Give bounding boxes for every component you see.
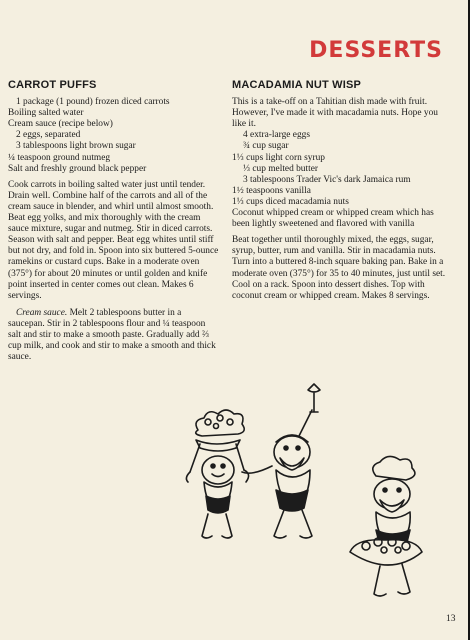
recipe-title: CARROT PUFFS [8, 79, 97, 91]
sub-recipe-label: Cream sauce. [16, 307, 68, 318]
center-cartoon-figure [242, 384, 320, 538]
ingredient-line: ¼ teaspoon ground nutmeg [8, 152, 111, 163]
sub-recipe [8, 308, 220, 363]
recipe-method: Cook carrots in boiling salted water just until tender. Drain well. Combine half of the carrots and all of the cream sauce in blender, and whirl until almost smooth. Beat egg yolks, and mix thoroughly with the cream sauce mixture, sugar and nutmeg. Stir in diced carrots. Season with salt and pepper. Beat egg whites until stiff but not dry, and fold in. Spoon into six buttered 5-ounce ramekins or custard cups. Bake in a moderate oven (375°) for about 20 minutes or until golden and knife point inserted in center comes out clean. Makes 6 servings. [8, 179, 219, 301]
sub-recipe-text: Melt 2 tablespoons butter in a saucepan. Stir in 2 tablespoons flour and ¼ teaspoon salt and stir to make a smooth paste. Gradually add ⅔ cup milk, and cook and stir to make a smooth and thick sauce. [8, 307, 216, 363]
ingredient-line: 2 eggs, separated [16, 130, 81, 141]
ingredient-line: 1⅓ cups diced macadamia nuts [232, 196, 349, 207]
ingredient-line: Boiling salted water [8, 108, 84, 119]
carrot-puffs-recipe [8, 80, 220, 363]
section-title: DESSERTS [309, 38, 443, 63]
ingredient-line: 3 tablespoons light brown sugar [16, 141, 136, 152]
ingredient-line: 3 tablespoons Trader Vic's dark Jamaica rum [243, 174, 411, 185]
left-cartoon-figure [186, 410, 248, 538]
ingredient-list [8, 97, 220, 175]
ingredient-line: ¾ cup sugar [243, 141, 289, 152]
cartoon-illustration [180, 382, 430, 612]
right-cartoon-figure [350, 456, 422, 596]
ingredient-list [232, 130, 446, 230]
ingredient-line: Coconut whipped cream or whipped cream which has been lightly sweetened and flavored with vanilla [232, 208, 434, 230]
ingredient-line: 1⅓ cups light corn syrup [232, 152, 325, 163]
page-number: 13 [446, 614, 456, 624]
ingredient-line: 4 extra-large eggs [243, 130, 310, 141]
ingredient-line: 1½ teaspoons vanilla [232, 185, 311, 196]
ingredient-line: 1 package (1 pound) frozen diced carrots [16, 97, 170, 108]
ingredient-line: ⅓ cup melted butter [243, 163, 318, 174]
ingredient-line: Cream sauce (recipe below) [8, 119, 113, 130]
recipe-method: Beat together until thoroughly mixed, the eggs, sugar, syrup, butter, rum and vanilla. Stir in macadamia nuts. Turn into a buttered 8-inch square baking pan. Bake in a moderate oven (375°) for 35 to 40 minutes, just until set. Cool on a rack. Spoon into dessert dishes. Top with coconut cream or whipped cream. Makes 8 servings. [232, 235, 446, 301]
recipe-intro: This is a take-off on a Tahitian dish made with fruit. However, I've made it with macadamia nuts. Hope you like it. [232, 97, 438, 130]
recipe-title: MACADAMIA NUT WISP [232, 79, 362, 91]
macadamia-nut-wisp-recipe [232, 80, 446, 302]
ingredient-line: Salt and freshly ground black pepper [8, 163, 147, 174]
